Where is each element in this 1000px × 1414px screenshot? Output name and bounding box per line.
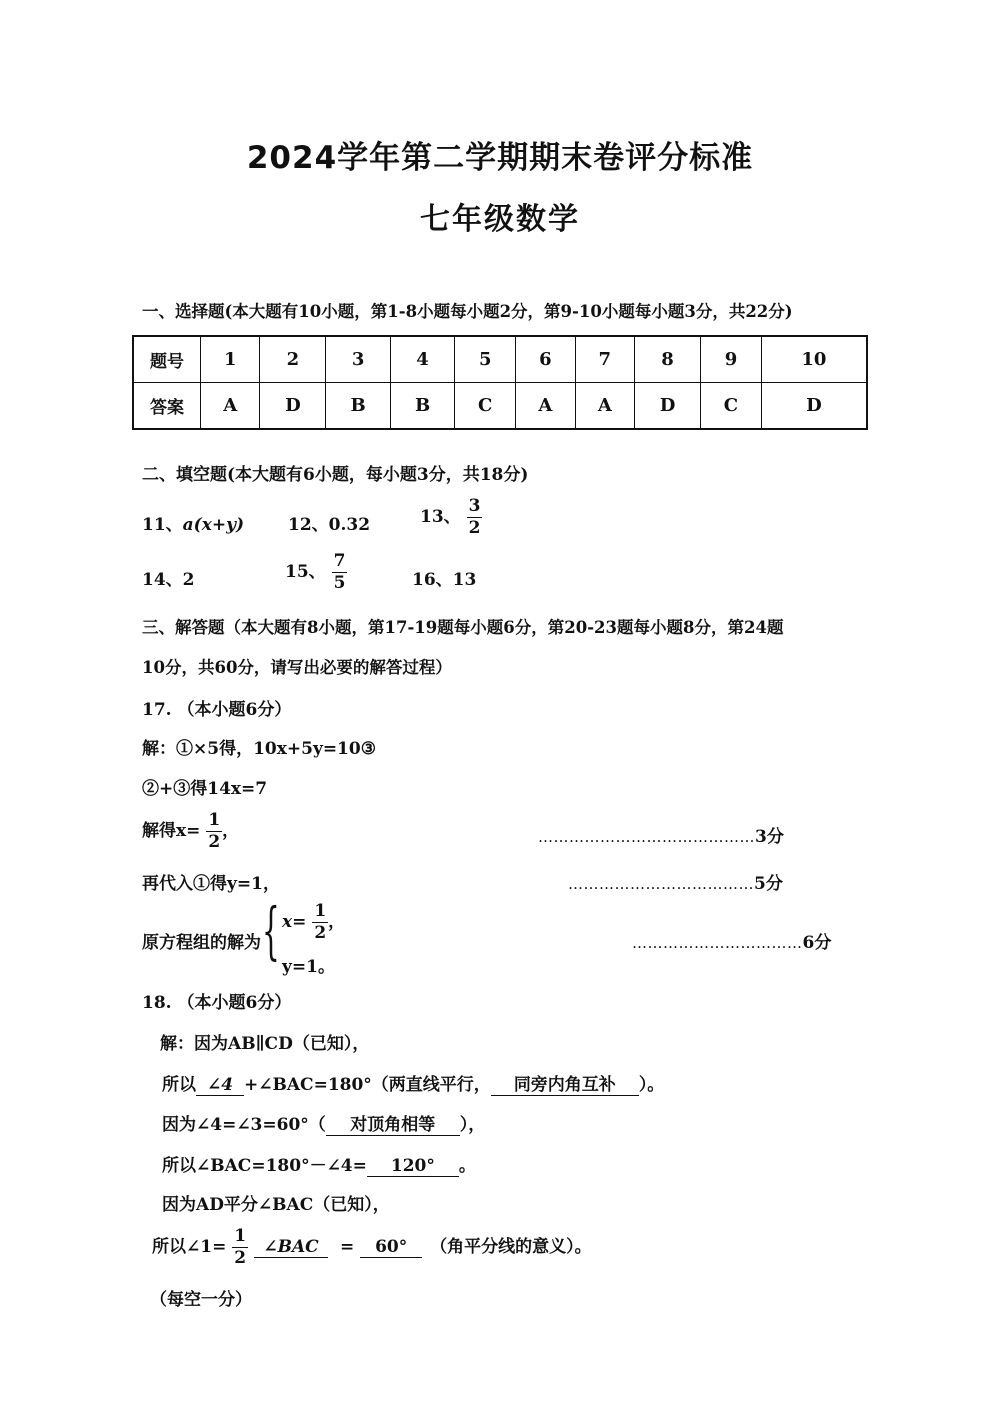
q17-title: 17. （本小题6分） xyxy=(142,700,292,720)
step-text: 解得x= xyxy=(142,821,201,841)
page-title: 2024学年第二学期期末卷评分标准 xyxy=(246,140,754,176)
table-row-numbers xyxy=(133,336,867,383)
answer-value: 2 xyxy=(182,570,195,590)
q18-line5: 因为AD平分∠BAC（已知）， xyxy=(162,1195,390,1215)
fill-answer-15 xyxy=(285,553,347,592)
table-row-answers xyxy=(133,383,867,430)
fill-answer-12 xyxy=(288,510,370,535)
fraction-numerator: 1 xyxy=(234,1226,247,1246)
fraction-denominator: 2 xyxy=(208,832,221,852)
table-cell: 6 xyxy=(516,336,575,383)
fraction-denominator: 5 xyxy=(333,573,346,593)
q17-step4-score xyxy=(568,869,783,894)
page-subtitle: 七年级数学 xyxy=(420,202,580,237)
q17-step3 xyxy=(142,812,239,851)
answer-value: 0.32 xyxy=(328,515,371,535)
question-number: 12、 xyxy=(288,515,329,535)
equation-x: x= xyxy=(282,912,307,932)
table-cell: A xyxy=(575,383,634,430)
q17-step4: 再代入①得y=1， xyxy=(142,874,280,894)
table-cell: D xyxy=(761,383,867,430)
line-prefix: 所以∠BAC=180°－∠4= xyxy=(162,1156,367,1176)
section3-heading-line2: 10分，共60分，请写出必要的解答过程） xyxy=(142,658,452,677)
equals-sign: = xyxy=(339,1237,355,1257)
fraction-denominator: 2 xyxy=(468,518,481,538)
line-suffix: ）。 xyxy=(638,1075,665,1095)
answer-table xyxy=(132,335,868,430)
score-label: 5分 xyxy=(754,874,783,894)
question-number: 13、 xyxy=(420,507,461,527)
table-cell: D xyxy=(635,383,701,430)
q18-line1: 解：因为AB∥CD（已知）， xyxy=(160,1034,370,1054)
table-cell: 3 xyxy=(326,336,390,383)
fraction-denominator: 2 xyxy=(234,1248,247,1268)
q17-step5-score xyxy=(632,928,831,953)
fill-answer-13 xyxy=(420,498,482,537)
step-suffix: ， xyxy=(222,821,240,841)
table-cell: 10 xyxy=(761,336,867,383)
q17-step3-score xyxy=(538,822,784,847)
answer-value: a(x+y) xyxy=(182,515,245,535)
fill-answer-16 xyxy=(412,565,476,590)
question-number: 16、 xyxy=(412,570,453,590)
x-fraction xyxy=(206,812,222,851)
answer-blank: 同旁内角互补 xyxy=(491,1070,639,1096)
table-cell: D xyxy=(260,383,326,430)
line-prefix: 因为∠4=∠3=60°（ xyxy=(162,1115,326,1135)
table-cell: A xyxy=(201,383,260,430)
q17-system-y: y=1。 xyxy=(282,957,335,977)
x-fraction xyxy=(312,903,328,942)
row-label-number: 题号 xyxy=(133,336,201,383)
answer-blank: 60° xyxy=(360,1237,422,1258)
row-label-answer: 答案 xyxy=(133,383,201,430)
fill-answer-11 xyxy=(142,510,244,535)
table-cell: C xyxy=(701,383,762,430)
answer-blank: ∠4 xyxy=(196,1075,244,1096)
leader-dots: …………………………… xyxy=(632,934,803,952)
fraction-numerator: 7 xyxy=(333,551,346,571)
table-cell: 2 xyxy=(260,336,326,383)
table-cell: 7 xyxy=(575,336,634,383)
table-cell: 4 xyxy=(390,336,454,383)
section2-heading: 二、填空题(本大题有6小题，每小题3分，共18分) xyxy=(142,465,529,485)
question-number: 15、 xyxy=(285,562,326,582)
table-cell: 9 xyxy=(701,336,762,383)
q18-line6 xyxy=(152,1228,592,1267)
score-label: 6分 xyxy=(802,933,832,953)
answer-value: 13 xyxy=(452,570,477,590)
q17-system-x xyxy=(282,903,345,942)
answer-blank: 120° xyxy=(367,1156,459,1177)
line-suffix: （角平分线的意义）。 xyxy=(430,1237,592,1257)
q17-step5-label: 原方程组的解为 xyxy=(142,933,261,953)
q18-line2 xyxy=(162,1070,664,1096)
answer-blank: ∠BAC xyxy=(254,1237,328,1258)
question-number: 14、 xyxy=(142,570,183,590)
q17-step2: ②+③得14x=7 xyxy=(142,779,268,799)
table-cell: C xyxy=(455,383,516,430)
leader-dots: ……………………………… xyxy=(568,875,754,893)
q18-line3 xyxy=(162,1110,485,1136)
brace-icon: { xyxy=(262,894,280,967)
question-number: 11、 xyxy=(142,515,183,535)
section1-heading: 一、选择题(本大题有10小题，第1-8小题每小题2分，第9-10小题每小题3分，共22分) xyxy=(142,302,793,321)
table-cell: 1 xyxy=(201,336,260,383)
q18-note: （每空一分） xyxy=(150,1290,252,1310)
fraction-numerator: 3 xyxy=(468,496,481,516)
leader-dots: …………………………………… xyxy=(538,828,755,846)
answer-blank: 对顶角相等 xyxy=(326,1110,460,1136)
table-cell: 5 xyxy=(455,336,516,383)
half-fraction xyxy=(232,1228,248,1267)
table-cell: A xyxy=(516,383,575,430)
equation-suffix: ， xyxy=(328,912,346,932)
fraction-numerator: 1 xyxy=(208,810,221,830)
line-mid: +∠BAC=180°（两直线平行， xyxy=(244,1075,491,1095)
line-suffix: 。 xyxy=(458,1156,476,1176)
table-cell: B xyxy=(390,383,454,430)
score-label: 3分 xyxy=(755,827,784,847)
table-cell: B xyxy=(326,383,390,430)
table-cell: 8 xyxy=(635,336,701,383)
answer-fraction xyxy=(467,498,483,537)
line-suffix: ）， xyxy=(459,1115,486,1135)
section3-heading-line1: 三、解答题（本大题有8小题，第17-19题每小题6分，第20-23题每小题8分，第24题 xyxy=(142,618,784,637)
fill-answer-14 xyxy=(142,565,195,590)
fraction-numerator: 1 xyxy=(314,901,327,921)
q18-line4 xyxy=(162,1151,476,1177)
fraction-denominator: 2 xyxy=(314,923,327,943)
answer-fraction xyxy=(332,553,348,592)
q18-title: 18. （本小题6分） xyxy=(142,993,292,1013)
line-prefix: 所以∠1= xyxy=(152,1237,227,1257)
q17-step1: 解：①×5得，10x+5y=10③ xyxy=(142,739,376,759)
line-prefix: 所以 xyxy=(162,1075,196,1095)
